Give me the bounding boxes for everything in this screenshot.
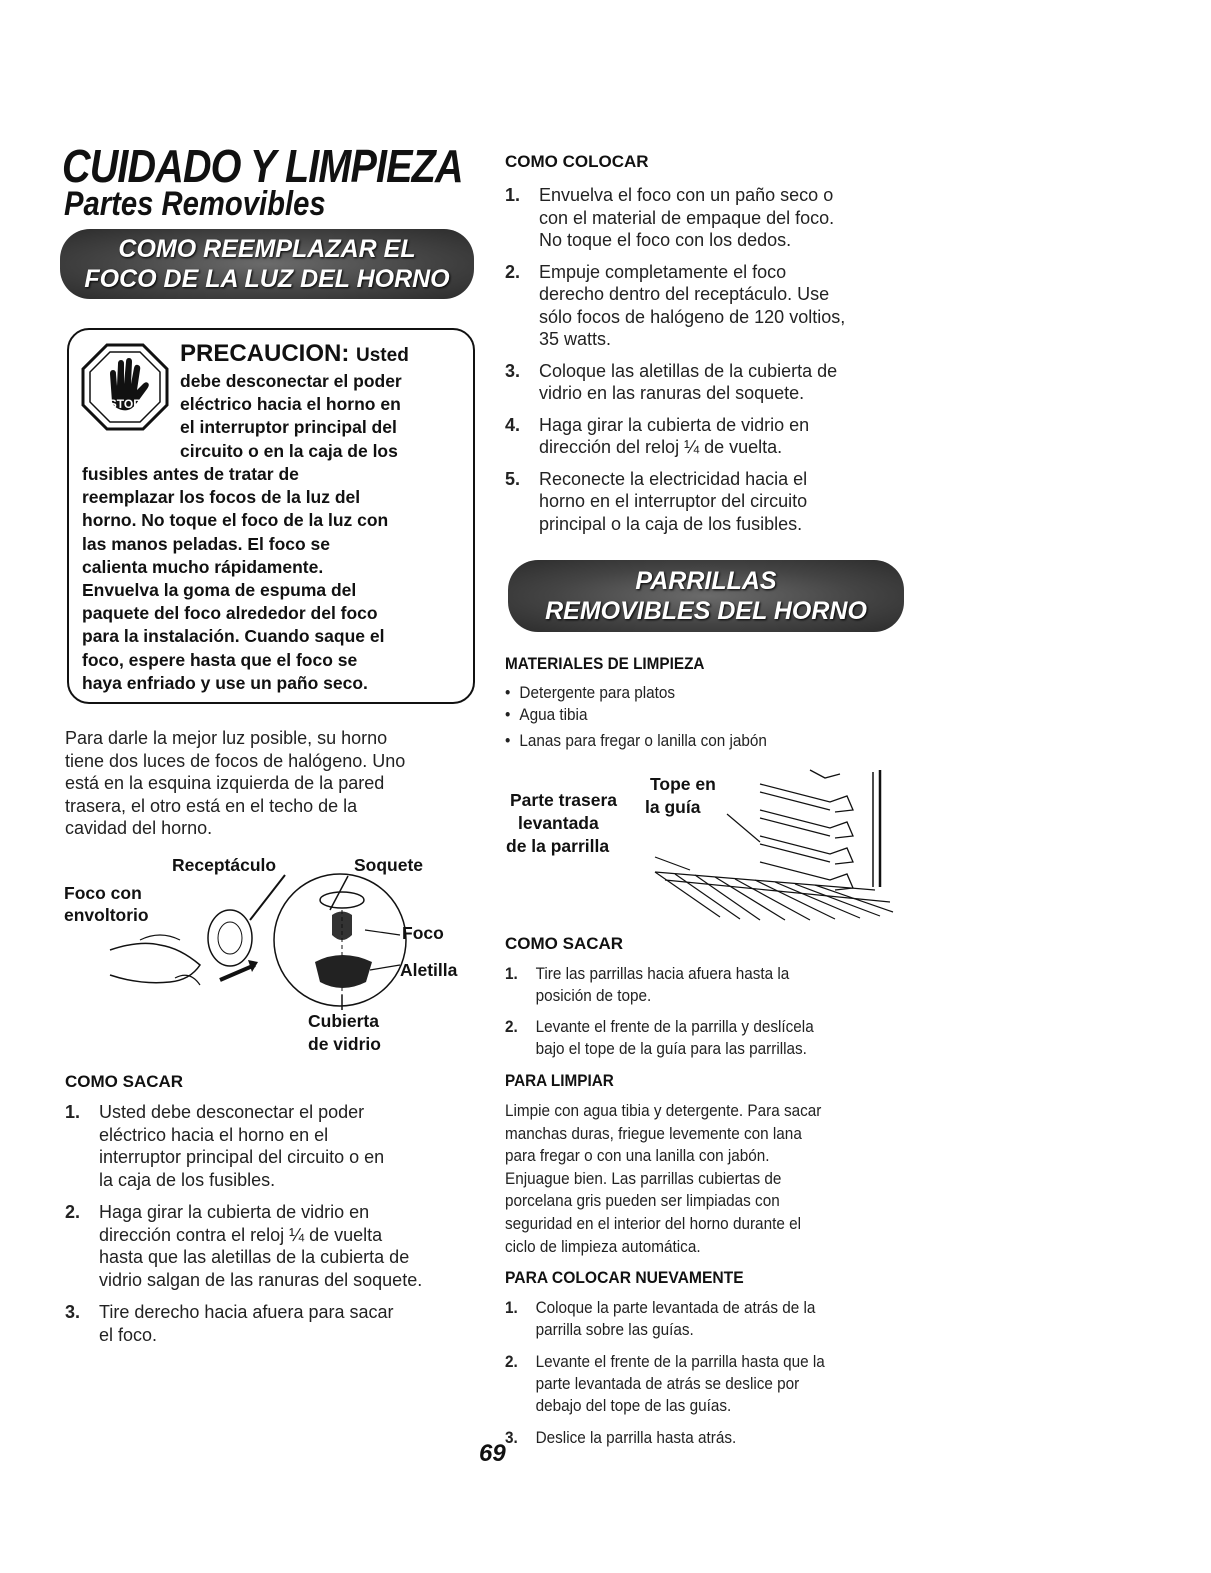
caution-line: calienta mucho rápidamente. bbox=[82, 556, 324, 577]
label-line: levantada bbox=[518, 813, 599, 833]
step-line: principal o la caja de los fusibles. bbox=[539, 513, 803, 534]
caution-line: paquete del foco alrededor del foco bbox=[82, 603, 378, 624]
step-item bbox=[505, 414, 905, 459]
remove-bulb-heading: COMO SACAR bbox=[65, 1072, 184, 1091]
label-line: Parte trasera bbox=[510, 790, 618, 810]
label-line: Foco con bbox=[64, 883, 142, 903]
step-item bbox=[505, 963, 892, 1007]
intro-line: trasera, el otro está en el techo de la bbox=[65, 795, 358, 816]
caution-line: para la instalación. Cuando saque el bbox=[82, 626, 385, 647]
socket-label: Soquete bbox=[354, 855, 424, 875]
glass-cover-label bbox=[308, 1010, 381, 1056]
step-line: horno en el interruptor del circuito bbox=[539, 491, 808, 511]
install-bulb-heading: COMO COLOCAR bbox=[505, 152, 649, 171]
caution-line: fusibles antes de tratar de bbox=[82, 464, 299, 484]
step-item bbox=[505, 1427, 901, 1449]
page-title: CUIDADO Y LIMPIEZA bbox=[62, 140, 463, 192]
step-line: Reconecte la electricidad hacia el bbox=[539, 468, 808, 489]
caution-line: las manos peladas. El foco se bbox=[82, 533, 331, 554]
paragraph-line: Limpie con agua tibia y detergente. Para sacar bbox=[505, 1101, 822, 1120]
remove-rack-steps bbox=[505, 963, 892, 1060]
paragraph-line: para fregar o con una lanilla con jabón. bbox=[505, 1146, 770, 1166]
banner-line: FOCO DE LA LUZ DEL HORNO bbox=[84, 265, 450, 293]
step-item bbox=[505, 360, 905, 405]
step-item bbox=[505, 184, 905, 252]
step-line: vidrio salgan de las ranuras del soquete. bbox=[99, 1269, 423, 1290]
stop-label bbox=[645, 773, 716, 819]
step-line: dirección contra el reloj ¼ de vuelta bbox=[99, 1224, 383, 1245]
step-line: debajo del tope de las guías. bbox=[535, 1396, 732, 1415]
step-line: No toque el foco con los dedos. bbox=[539, 230, 792, 250]
receptacle-label: Receptáculo bbox=[172, 855, 277, 875]
caution-line: circuito o en la caja de los bbox=[180, 440, 398, 461]
step-line: la caja de los fusibles. bbox=[99, 1169, 276, 1190]
label-line: de vidrio bbox=[308, 1034, 381, 1054]
step-line: Usted debe desconectar el poder bbox=[99, 1102, 365, 1122]
svg-text:STOP: STOP bbox=[108, 397, 142, 411]
caution-line: el interruptor principal del bbox=[180, 417, 397, 438]
clean-rack-heading: PARA LIMPIAR bbox=[505, 1071, 614, 1090]
paragraph-line: ciclo de limpieza automática. bbox=[505, 1236, 701, 1256]
step-number: 2. bbox=[65, 1202, 81, 1222]
step-line: Tire las parrillas hacia afuera hasta la bbox=[535, 964, 790, 983]
step-line: Coloque las aletillas de la cubierta de bbox=[539, 360, 838, 381]
step-item bbox=[505, 1351, 901, 1417]
label-line: la guía bbox=[645, 797, 701, 817]
step-line: posición de tope. bbox=[535, 986, 652, 1005]
banner-line: REMOVIBLES DEL HORNO bbox=[545, 597, 867, 625]
step-line: eléctrico hacia el horno en el bbox=[99, 1124, 329, 1145]
raised-back-label bbox=[506, 789, 618, 858]
step-line: hasta que las aletillas de la cubierta de bbox=[99, 1247, 410, 1267]
step-line: derecho dentro del receptáculo. Use bbox=[539, 284, 830, 304]
step-line: bajo el tope de la guía para las parrillas. bbox=[535, 1039, 807, 1058]
remove-rack-heading: COMO SACAR bbox=[505, 934, 624, 953]
step-number: 3. bbox=[505, 360, 521, 381]
clean-rack-paragraph bbox=[505, 1100, 901, 1258]
step-item bbox=[505, 1016, 892, 1060]
step-line: interruptor principal del circuito o en bbox=[99, 1147, 385, 1167]
caution-label: PRECAUCION: bbox=[180, 340, 350, 367]
step-line: Coloque la parte levantada de atrás de la bbox=[535, 1298, 816, 1317]
racks-section-banner bbox=[508, 560, 904, 632]
paragraph-line: Enjuague bien. Las parrillas cubiertas de bbox=[505, 1168, 782, 1188]
caution-text-indented bbox=[180, 370, 402, 463]
remove-bulb-steps bbox=[65, 1101, 485, 1346]
step-line: Levante el frente de la parrilla hasta que la bbox=[535, 1352, 825, 1371]
page-number: 69 bbox=[479, 1440, 506, 1467]
step-line: parrilla sobre las guías. bbox=[535, 1320, 694, 1339]
label-line: Tope en bbox=[650, 774, 716, 794]
step-item bbox=[65, 1101, 485, 1191]
step-line: dirección del reloj ¼ de vuelta. bbox=[539, 437, 783, 457]
step-line: Haga girar la cubierta de vidrio en bbox=[99, 1202, 370, 1222]
step-number: 2. bbox=[505, 1352, 518, 1371]
step-number: 1. bbox=[505, 964, 518, 983]
install-bulb-steps bbox=[505, 184, 905, 535]
tab-label: Aletilla bbox=[400, 960, 458, 980]
step-line: con el material de empaque del foco. bbox=[539, 207, 835, 228]
step-number: 1. bbox=[505, 1298, 518, 1317]
replace-rack-steps bbox=[505, 1297, 901, 1449]
banner-line: PARRILLAS bbox=[635, 567, 777, 595]
intro-paragraph bbox=[65, 727, 475, 840]
step-item bbox=[505, 468, 905, 536]
step-number: 4. bbox=[505, 414, 521, 435]
step-item bbox=[505, 1297, 901, 1341]
step-number: 1. bbox=[505, 185, 521, 205]
step-line: parte levantada de atrás se deslice por bbox=[535, 1374, 800, 1393]
materials-heading: MATERIALES DE LIMPIEZA bbox=[505, 654, 705, 673]
step-number: 3. bbox=[505, 1428, 518, 1447]
paragraph-line: seguridad en el interior del horno durante el bbox=[505, 1213, 802, 1233]
caution-line: foco, espere hasta que el foco se bbox=[82, 649, 358, 670]
caution-line: haya enfriado y use un paño seco. bbox=[82, 672, 368, 693]
bulb-label: Foco bbox=[402, 923, 444, 943]
intro-line: tiene dos luces de focos de halógeno. Uno bbox=[65, 750, 406, 771]
step-line: Levante el frente de la parrilla y deslícela bbox=[535, 1017, 814, 1036]
label-line: de la parrilla bbox=[506, 836, 610, 856]
caution-title bbox=[180, 340, 409, 368]
material-item: • Lanas para fregar o lanilla con jabón bbox=[505, 730, 865, 752]
step-line: el foco. bbox=[99, 1324, 158, 1345]
step-item bbox=[65, 1201, 485, 1291]
intro-line: cavidad del horno. bbox=[65, 818, 213, 838]
page-subtitle: Partes Removibles bbox=[64, 185, 326, 223]
step-number: 2. bbox=[505, 261, 521, 282]
step-line: Tire derecho hacia afuera para sacar bbox=[99, 1302, 394, 1322]
paragraph-line: porcelana gris pueden ser limpiadas con bbox=[505, 1191, 780, 1211]
caution-line: debe desconectar el poder bbox=[180, 371, 402, 391]
step-line: 35 watts. bbox=[539, 329, 612, 349]
step-number: 1. bbox=[65, 1102, 81, 1122]
material-item: • Detergente para platos bbox=[505, 682, 865, 704]
paragraph-line: manchas duras, friegue levemente con lana bbox=[505, 1123, 802, 1143]
step-number: 3. bbox=[65, 1302, 81, 1322]
step-line: Haga girar la cubierta de vidrio en bbox=[539, 414, 810, 435]
step-item bbox=[505, 261, 905, 351]
step-number: 2. bbox=[505, 1017, 518, 1036]
step-line: Deslice la parrilla hasta atrás. bbox=[535, 1428, 737, 1447]
material-item: • Agua tibia bbox=[505, 704, 865, 726]
replace-rack-heading: PARA COLOCAR NUEVAMENTE bbox=[505, 1268, 744, 1287]
caution-line: Envuelva la goma de espuma del bbox=[82, 580, 357, 601]
intro-line: Para darle la mejor luz posible, su horno bbox=[65, 728, 388, 748]
stop-hand-icon bbox=[80, 342, 170, 432]
label-line: Cubierta bbox=[308, 1011, 379, 1031]
step-line: sólo focos de halógeno de 120 voltios, bbox=[539, 306, 846, 327]
step-line: Envuelva el foco con un paño seco o bbox=[539, 185, 834, 205]
label-line: envoltorio bbox=[64, 905, 149, 925]
step-line: vidrio en las ranuras del soquete. bbox=[539, 383, 805, 403]
materials-list bbox=[505, 682, 865, 752]
step-item bbox=[65, 1301, 485, 1346]
caution-line: eléctrico hacia el horno en bbox=[180, 394, 401, 415]
caution-text bbox=[82, 463, 388, 695]
bulb-section-banner bbox=[60, 229, 474, 299]
intro-line: está en la esquina izquierda de la pared bbox=[65, 773, 385, 793]
step-number: 5. bbox=[505, 468, 521, 489]
caution-line: reemplazar los focos de la luz del bbox=[82, 487, 361, 508]
caution-title-tail: Usted bbox=[356, 345, 409, 366]
step-line: Empuje completamente el foco bbox=[539, 261, 787, 282]
banner-line: COMO REEMPLAZAR EL bbox=[118, 235, 416, 263]
caution-line: horno. No toque el foco de la luz con bbox=[82, 510, 389, 531]
wrapped-bulb-label bbox=[64, 882, 149, 926]
